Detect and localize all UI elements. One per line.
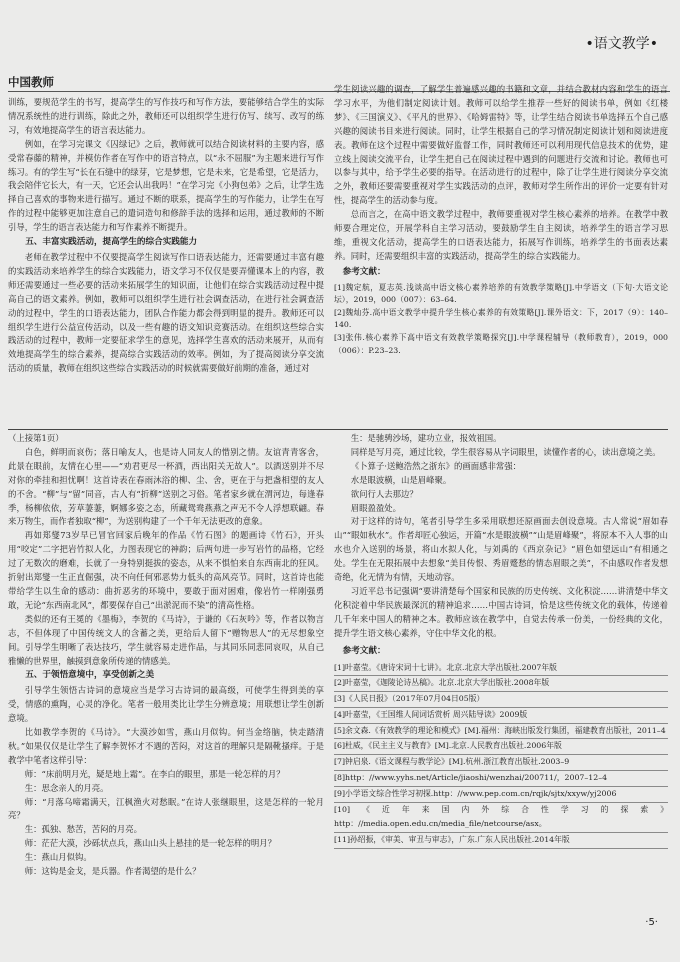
references-list: [334, 282, 668, 358]
journal-title: 中国教师: [8, 75, 54, 89]
section-header: •语文教学•: [585, 36, 658, 52]
paragraph: 例如，在学习完课文《囚绿记》之后，教师就可以结合阅读材料的主要内容，感受常春藤的精神，并模仿作者在写作中的语言特点，以“永不屈服”为主题来进行写作练习。有的学生写“长在石缝中的绿芽，它是梦想，它是未来，它是希望，它是活力，我会陪伴它长大，有一天，它还会认出我吗！”在学习完《小狗包弟》之后，让学生选择自己喜欢的事物来进行描写。通过不断的联系，提高学生的写作能力，让学生在写作的过程中能够更加注意自己的遣词造句和修辞手法的选择和运用，通过教师的不断引导，学生的语言表达能力和写作素养不断提升。: [8, 138, 324, 233]
article-divider: [8, 429, 668, 430]
reference-item: [3]《人民日报》（2017年07月04日05版）: [334, 692, 668, 708]
reference-item: [1]魏定航，夏志英.浅谈高中语文核心素养培养的有效教学策略[J].中学语文（下旬·大语文论坛），2019，000（007）：63–64.: [334, 282, 668, 305]
dialogue-line: 生：燕山月似钩。: [24, 852, 92, 863]
dialogue-line: 生：思念亲人的月亮。: [24, 782, 109, 793]
reference-item: [10]《近年来国内外综合性学习的探索》http：//media.open.edu.cn/media_file/netcourse/asx。: [334, 803, 668, 834]
references-heading: 参考文献：: [342, 266, 386, 277]
dialogue-line: 生：是驰骋沙场，建功立业，报效祖国。: [350, 433, 502, 443]
paragraph: 再如郑燮73岁早已冒官回家后晚年的作品《竹石图》的题画诗《竹石》，开头用“咬定”二字把岩竹拟人化，力图表现它的神韵；后两句进一步写岩竹的品格，它经过了无数次的磨难，长就了一身特别挺拔的姿态，从来不惧怕来自东西南北的狂风。折射出郑燮一生正直倔强，决不向任何邪恶势力低头的高风亮节。同时，这首诗也能带给学生以生命的感动：曲折恶劣的环境中，要敢于面对困难，像岩竹一样刚强勇敢，无论“东西南北风”，都要保存自己“出淤泥而不染”的清高性格。: [8, 530, 324, 610]
section-heading: 五、于领悟意境中，享受创新之美: [25, 670, 155, 681]
poem-line: 欲问行人去那边？: [350, 488, 418, 499]
paragraph: 学生阅读兴趣的调查，了解学生普遍感兴趣的书籍和文章，并结合教材内容和学生的语言学习水平，为他们制定阅读计划。教师可以给学生推荐一些好的阅读书单，例如《红楼梦》、《三国演义》、《平凡的世界》、《哈姆雷特》等，让学生结合阅读书单选择五个自己感兴趣的阅读书目来进行阅读。同时，让学生根据自己的学习情况制定阅读计划和阅读进度表。教师在这个过程中需要做好监督工作，同时教师还可以利用现代信息技术的优势，建立线上阅读交流平台，让学生把自己在阅读过程中遇到的问题进行交流和讨论。教师也可以参与其中，给予学生必要的指导。在活动进行的过程中，除了让学生进行阅读分享交流之外，教师还要需要重视对学生实践活动的点评，教师对学生所作出的评价一定要有针对性，提高学生的活动参与度。: [334, 84, 668, 206]
paragraph: 比如教学李贺的《马诗》。“大漠沙如雪，燕山月似钩。何当金络脑，快走踏清秋。”如果仅仅是让学生了解李贺怀才不遇的苦闷，对这首的理解只是隔靴搔痒。于是教学中笔者这样引导：: [8, 727, 324, 765]
reference-item: [11]孙绍振，《审美、审丑与审志》，广东.广东人民出版社.2014年版: [334, 833, 668, 849]
paragraph: 引导学生领悟古诗词的意境应当是学习古诗词的最高级，可使学生得到美的享受，情感的熏陶，心灵的净化。笔者一般用类比让学生分辨意境；用联想让学生创新意境。: [8, 685, 324, 724]
dialogue-line: 师：茫茫大漠，沙砾状点兵，燕山山头上悬挂的是一轮怎样的明月？: [24, 838, 277, 849]
reference-item: [3]张伟.核心素养下高中语文有效教学策略探究[J].中学课程辅导（教师教育），2019，000（006）：P.23–23.: [334, 333, 668, 355]
reference-item: [8]http：//www.yyhs.net/Article/jiaoshi/wenzhai/200711/，2007–12–4: [334, 771, 668, 787]
poem-line: 眉眼盈盈处。: [350, 502, 402, 513]
article-column-bottom-right: [334, 432, 668, 910]
article-column-top-left: [8, 96, 324, 426]
reference-item: [1]叶嘉莹。《唐诗宋词十七讲》。北京.北京大学出版社.2007年版: [334, 661, 668, 677]
paragraph: 老师在教学过程中不仅要提高学生阅读写作口语表达能力，还需要通过丰富有趣的实践活动来培养学生的综合实践能力，语文学习不仅仅是要弄懂课本上的内容，教师还需要通过一些必要的活动来拓展学生的知识面，让他们在综合实践活动过程中提高自己的语文素养。例如，教师可以组织学生进行社会调查活动，在进行社会调查活动的过程中，学生的口语表达能力，团队合作能力都会得到明显的提升。教师还可以组织学生进行公益宣传活动，以及一些有趣的语文知识竞赛活动。在组织这些综合实践活动的过程中，教师一定要征求学生的意见，选择学生喜欢的活动来展开，从而有效地提高学生的综合素养，提高综合实践活动的效率。例如，为了提高阅读分享交流活动的质量，教师在组织这些综合实践活动的时候就需要做好前期的准备，通过对: [8, 251, 324, 374]
article-column-top-right: [334, 83, 668, 426]
paragraph: 《卜算子·送鲍浩然之浙东》的画面感非常强：: [350, 460, 521, 471]
reference-item: [2]叶嘉莹，《迦陵论诗丛稿》。北京.北京大学出版社.2008年版: [334, 676, 668, 692]
reference-item: [9]小学语文综合性学习初探.http：//www.pep.com.cn/rqjk/sjtx/xxyw/yj2006: [334, 787, 668, 803]
reference-item: [4]叶嘉莹，《王国维人间词话赏析 周兴陆导读》2009版: [334, 708, 668, 724]
paragraph: 训练，要规范学生的书写，提高学生的写作技巧和写作方法，要能够结合学生的实际情况系统性的进行训练，除此之外，教师还可以组织学生进行仿写、续写、改写的练习，有效地提高学生的语言表达能力。: [8, 97, 324, 135]
page-number: ·5·: [645, 917, 658, 928]
section-heading: 五、丰富实践活动，提高学生的综合实践能力: [25, 237, 198, 248]
paragraph: 白色，鲜明而哀伤；落日喻友人，也是诗人同友人的惜别之情。友谊青青客舍，此景在眼前，友情在心里——“劝君更尽一杯酒，西出阳关无故人”。以酒送别并不尽对你的牵挂和担忧啊！这首诗表在春雨沐浴的柳、尘、舍，更在于与把盏相望的友人的不舍。“柳”与“留”同音，古人有“折柳”送别之习俗。笔者家乡就在渭河边，每逢春季，杨柳依依，芳草萋萋，婀娜多姿之态，所藏鸳鸯燕燕之声无不令人浮想联翩。春来万物生，而作者独取“柳”，为送别构建了一个千年无法更改的意象。: [8, 446, 324, 527]
paragraph: 总而言之，在高中语文教学过程中，教师要重视对学生核心素养的培养。在教学中教师要合理定位，开展学科自主学习活动，要鼓励学生自主阅读，培养学生的语言学习思维，重视文化活动，提高学生的口语表达能力，拓展写作训练，培养学生的书面表达素养。同时，还需要组织丰富的实践活动，提高学生的综合实践能力。: [334, 209, 668, 261]
paragraph: 同样是写月亮，通过比较，学生很容易从字词眼里，读懂作者的心，读出意境之美。: [350, 446, 661, 457]
dialogue-line: 师：“月落乌啼霜满天，江枫渔火对愁眠。”在诗人张继眼里，这是怎样的一轮月亮？: [8, 796, 324, 821]
references-list: [334, 661, 668, 850]
reference-item: [7]钟启泉.《语文课程与教学论》[M].杭州.浙江教育出版社.2003–9: [334, 755, 668, 771]
paragraph: 类似的还有王冕的《墨梅》，李贺的《马诗》，于谦的《石灰吟》等，作者以物言志，不但体现了中国传统文人的含蓄之美，更给后人留下“赠物思人”的无尽想象空间。引导学生明晰了表达技巧，学生就容易走进作品，与其同乐同悲同哀叹，从自己雅懒的世界里，触摸到意象所传递的情感美。: [8, 613, 324, 666]
dialogue-line: 师：“床前明月光，疑是地上霜”。在李白的眼里，那是一轮怎样的月？: [24, 768, 285, 779]
dialogue-line: 师：这钩是金戈，是兵器。作者渴望的是什么？: [24, 866, 201, 877]
article-column-bottom-left: [8, 432, 324, 910]
dialogue-line: 生：孤独、愁苦，苦闷的月亮。: [24, 824, 143, 835]
poem-line: 水是眼波横，山是眉峰聚。: [350, 474, 452, 485]
reference-item: [2]魏灿芬.高中语文教学中提升学生核心素养的有效策略[J].课外语文：下，2017（9）：140–140.: [334, 307, 668, 330]
reference-item: [6]杜威，《民主主义与教育》[M].北京.人民教育出版社.2006年版: [334, 739, 668, 755]
continuation-note: （上接第1页）: [8, 433, 64, 443]
paragraph: 对于这样的诗句，笔者引导学生多采用联想还原画面去创设意境。古人常说“眉如春山”“眼如秋水”。作者却匠心独运，开篇“水是眼波横”“山是眉峰聚”，将原本不入人事的山水也介入送别的场景，将山水拟人化，与刘禹的《西京杂记》“眉色如望远山”有相通之处。学生在无限拓展中去想象“美目传恨、秀眉蹙愁的情态眉眼之美”，不由感叹作者发想奇绝，化无情为有情，天地动容。: [334, 516, 668, 583]
paragraph: 习近平总书记强调“要讲清楚每个国家和民族的历史传统、文化积淀……讲清楚中华文化积淀着中华民族最深沉的精神追求……中国古诗词，恰是这些传统文化的载体，传递着几千年来中国人的精神之本。教师应该在教学中，自觉去传承一份美，一份经典的文化，提升学生语文核心素养，守住中华文化的根。: [334, 585, 668, 638]
references-heading: 参考文献：: [342, 645, 386, 656]
reference-item: [5]余文森.《有效教学的理论和模式》[M].福州：海峡出版发行集团，福建教育出版社，2011–4: [334, 724, 668, 740]
